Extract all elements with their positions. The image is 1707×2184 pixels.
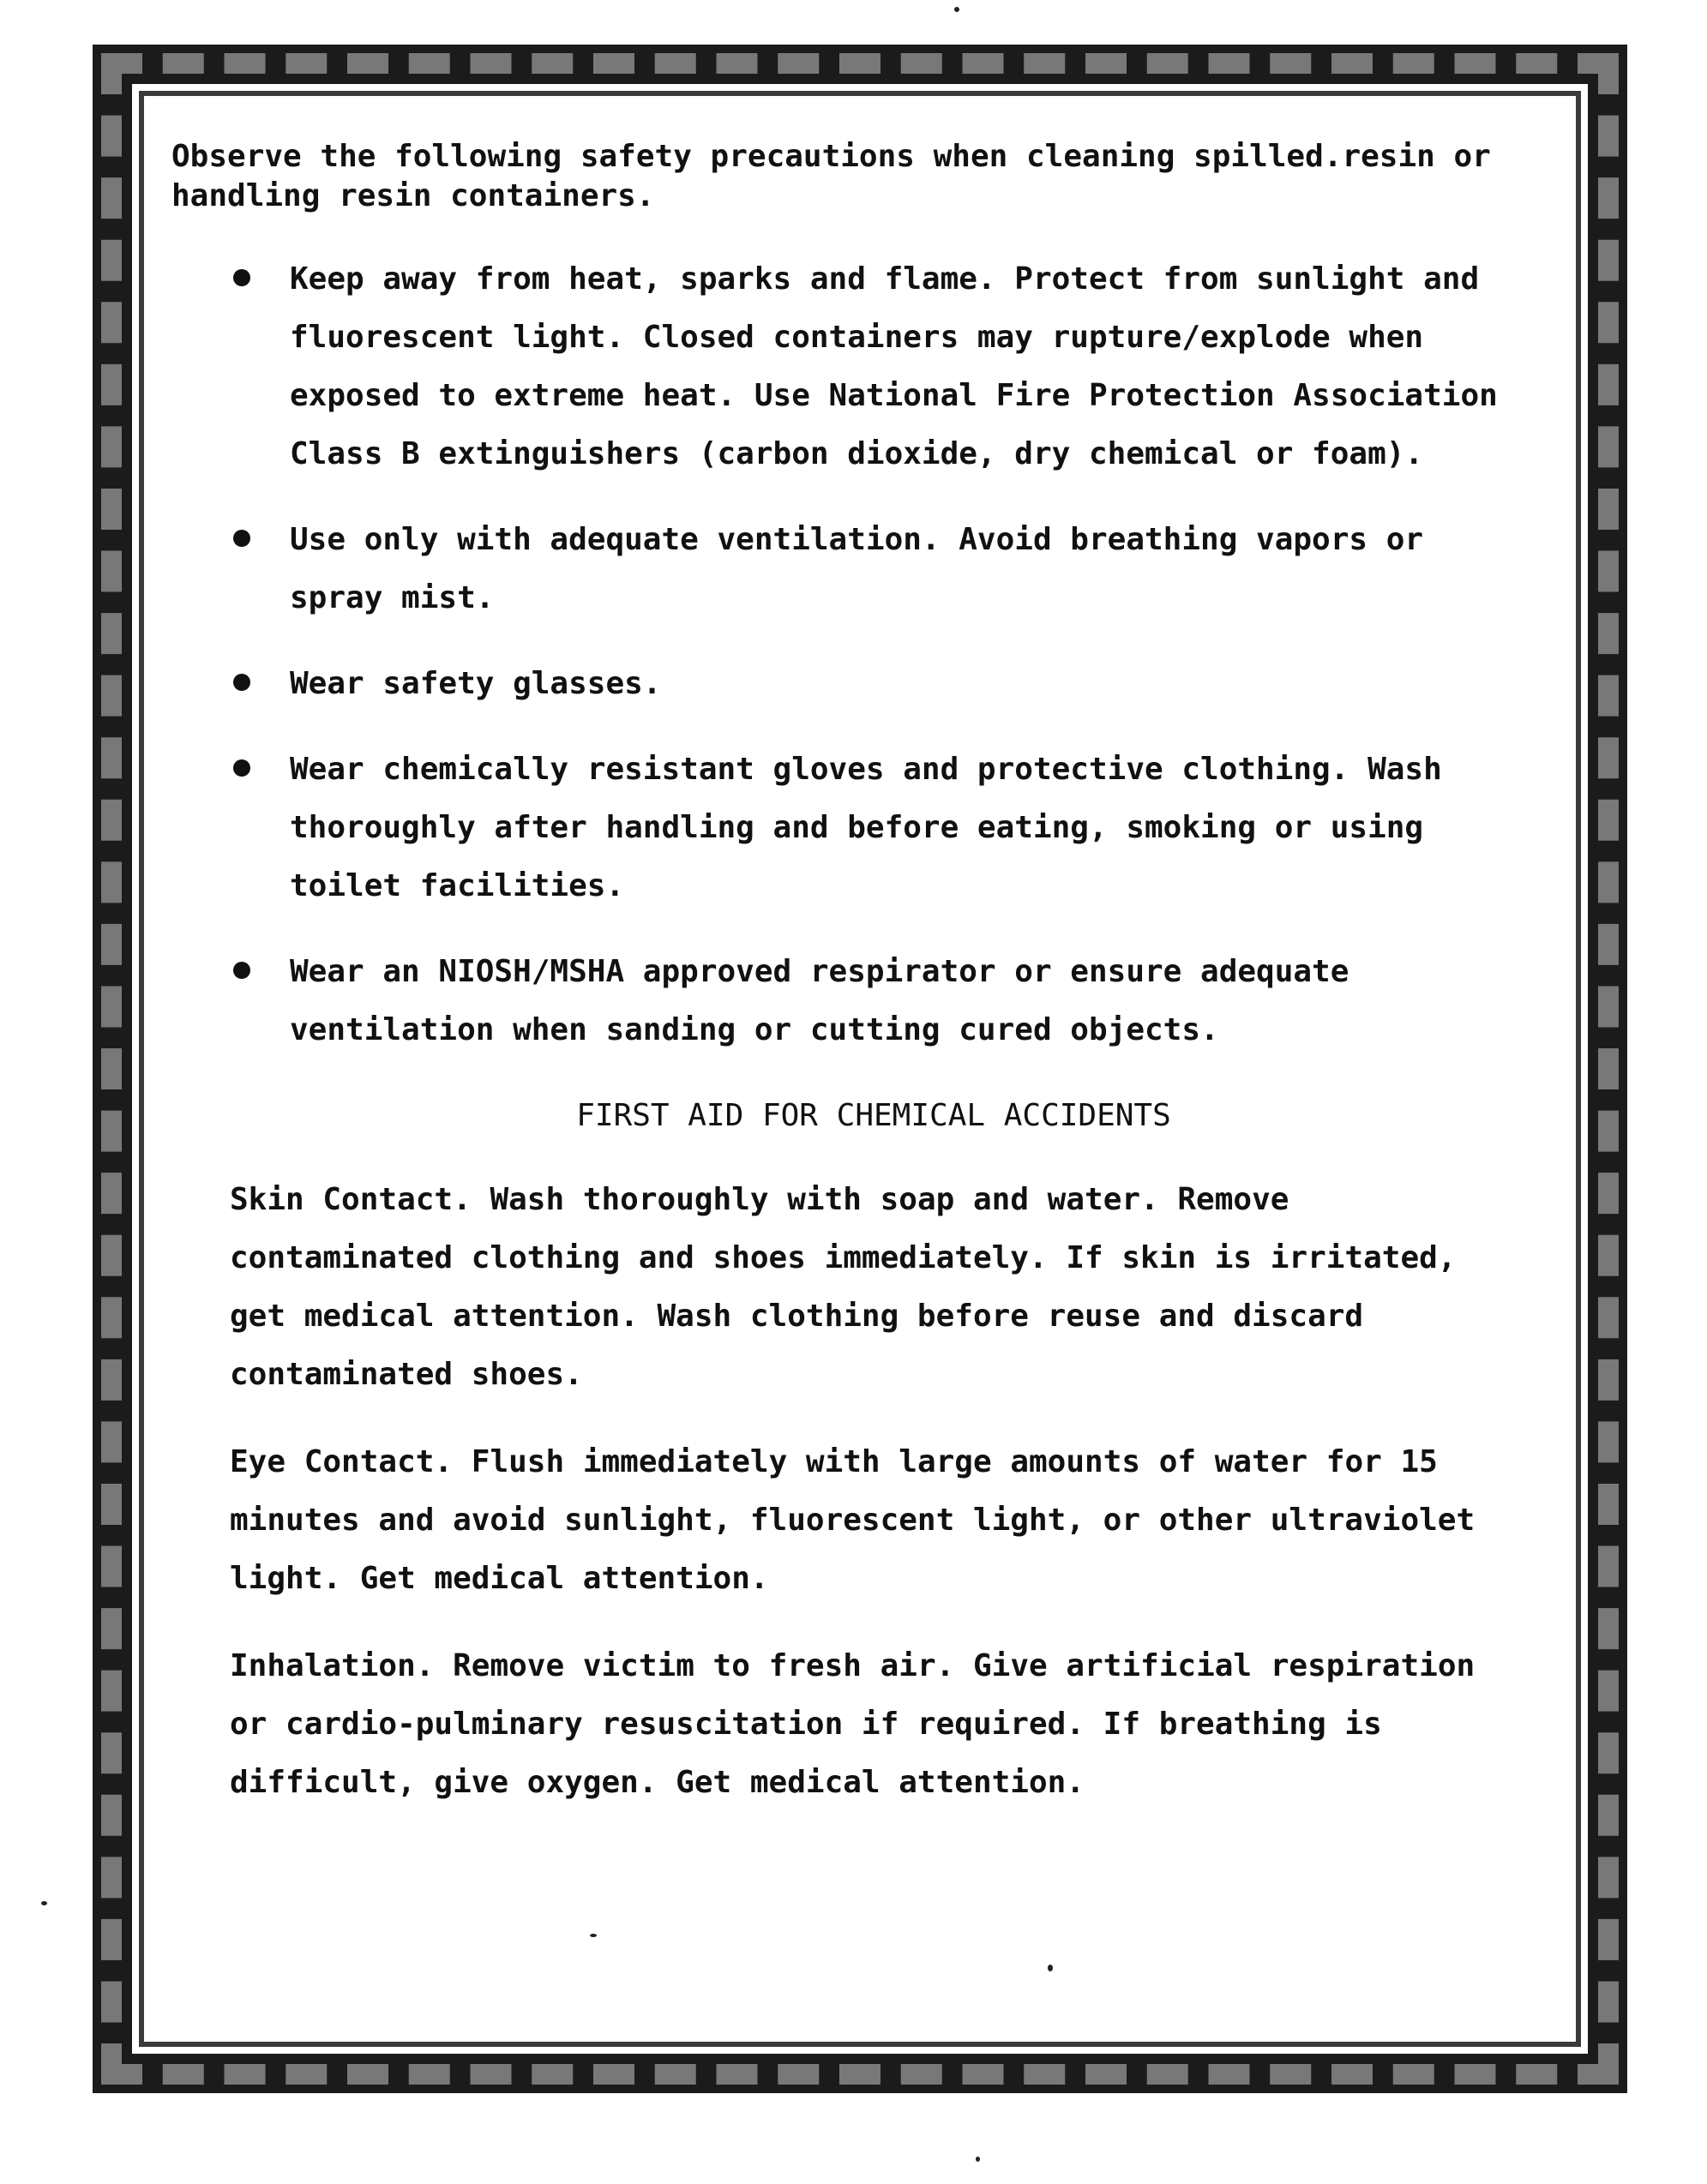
list-item-text: Use only with adequate ventilation. Avoid breathing vapors or spray mist. xyxy=(290,522,1423,615)
skin-contact-paragraph xyxy=(230,1171,1518,1404)
inhalation-text: Remove victim to fresh air. Give artificial respiration or cardio-pulminary resuscitation if required. If breathing is difficult, give oxygen. Get medical attention. xyxy=(230,1648,1475,1800)
bullet-icon xyxy=(233,269,250,286)
inhalation-lead: Inhalation. xyxy=(230,1648,434,1683)
speck xyxy=(954,7,959,12)
speck xyxy=(41,1901,47,1905)
bullet-icon xyxy=(233,962,250,979)
list-item xyxy=(230,741,1518,915)
intro-text: Observe the following safety precautions when cleaning spilled.resin or handling resin containers. xyxy=(171,137,1518,216)
list-item-text: Wear safety glasses. xyxy=(290,666,661,701)
list-item xyxy=(230,250,1518,483)
speck xyxy=(1048,1965,1053,1971)
first-aid-heading: FIRST AID FOR CHEMICAL ACCIDENTS xyxy=(171,1087,1518,1145)
eye-contact-lead: Eye Contact. xyxy=(230,1444,453,1479)
eye-contact-paragraph xyxy=(230,1433,1518,1608)
list-item xyxy=(230,655,1518,713)
precautions-list xyxy=(230,250,1518,1059)
document-body xyxy=(171,137,1518,1841)
list-item-text: Keep away from heat, sparks and flame. Protect from sunlight and fluorescent light. Closed containers may rupture/explode when exposed to extreme heat. Use National Fire Protection Association Class B extinguishers (carbon dioxide, dry chemical or foam). xyxy=(290,261,1498,471)
skin-contact-text: Wash thoroughly with soap and water. Remove contaminated clothing and shoes immediately. If skin is irritated, get medical attention. Wash clothing before reuse and discard contaminated shoes. xyxy=(230,1182,1456,1392)
bullet-icon xyxy=(233,530,250,547)
speck xyxy=(976,2157,980,2162)
list-item-text: Wear chemically resistant gloves and protective clothing. Wash thoroughly after handling and before eating, smoking or using toilet facilities. xyxy=(290,752,1442,903)
inhalation-paragraph xyxy=(230,1637,1518,1812)
list-item xyxy=(230,511,1518,627)
speck xyxy=(590,1934,597,1937)
bullet-icon xyxy=(233,674,250,691)
list-item-text: Wear an NIOSH/MSHA approved respirator or ensure adequate ventilation when sanding or cutting cured objects. xyxy=(290,954,1349,1047)
skin-contact-lead: Skin Contact. xyxy=(230,1182,472,1217)
eye-contact-text: Flush immediately with large amounts of water for 15 minutes and avoid sunlight, fluorescent light, or other ultraviolet light. Get medical attention. xyxy=(230,1444,1475,1596)
bullet-icon xyxy=(233,759,250,777)
list-item xyxy=(230,943,1518,1059)
